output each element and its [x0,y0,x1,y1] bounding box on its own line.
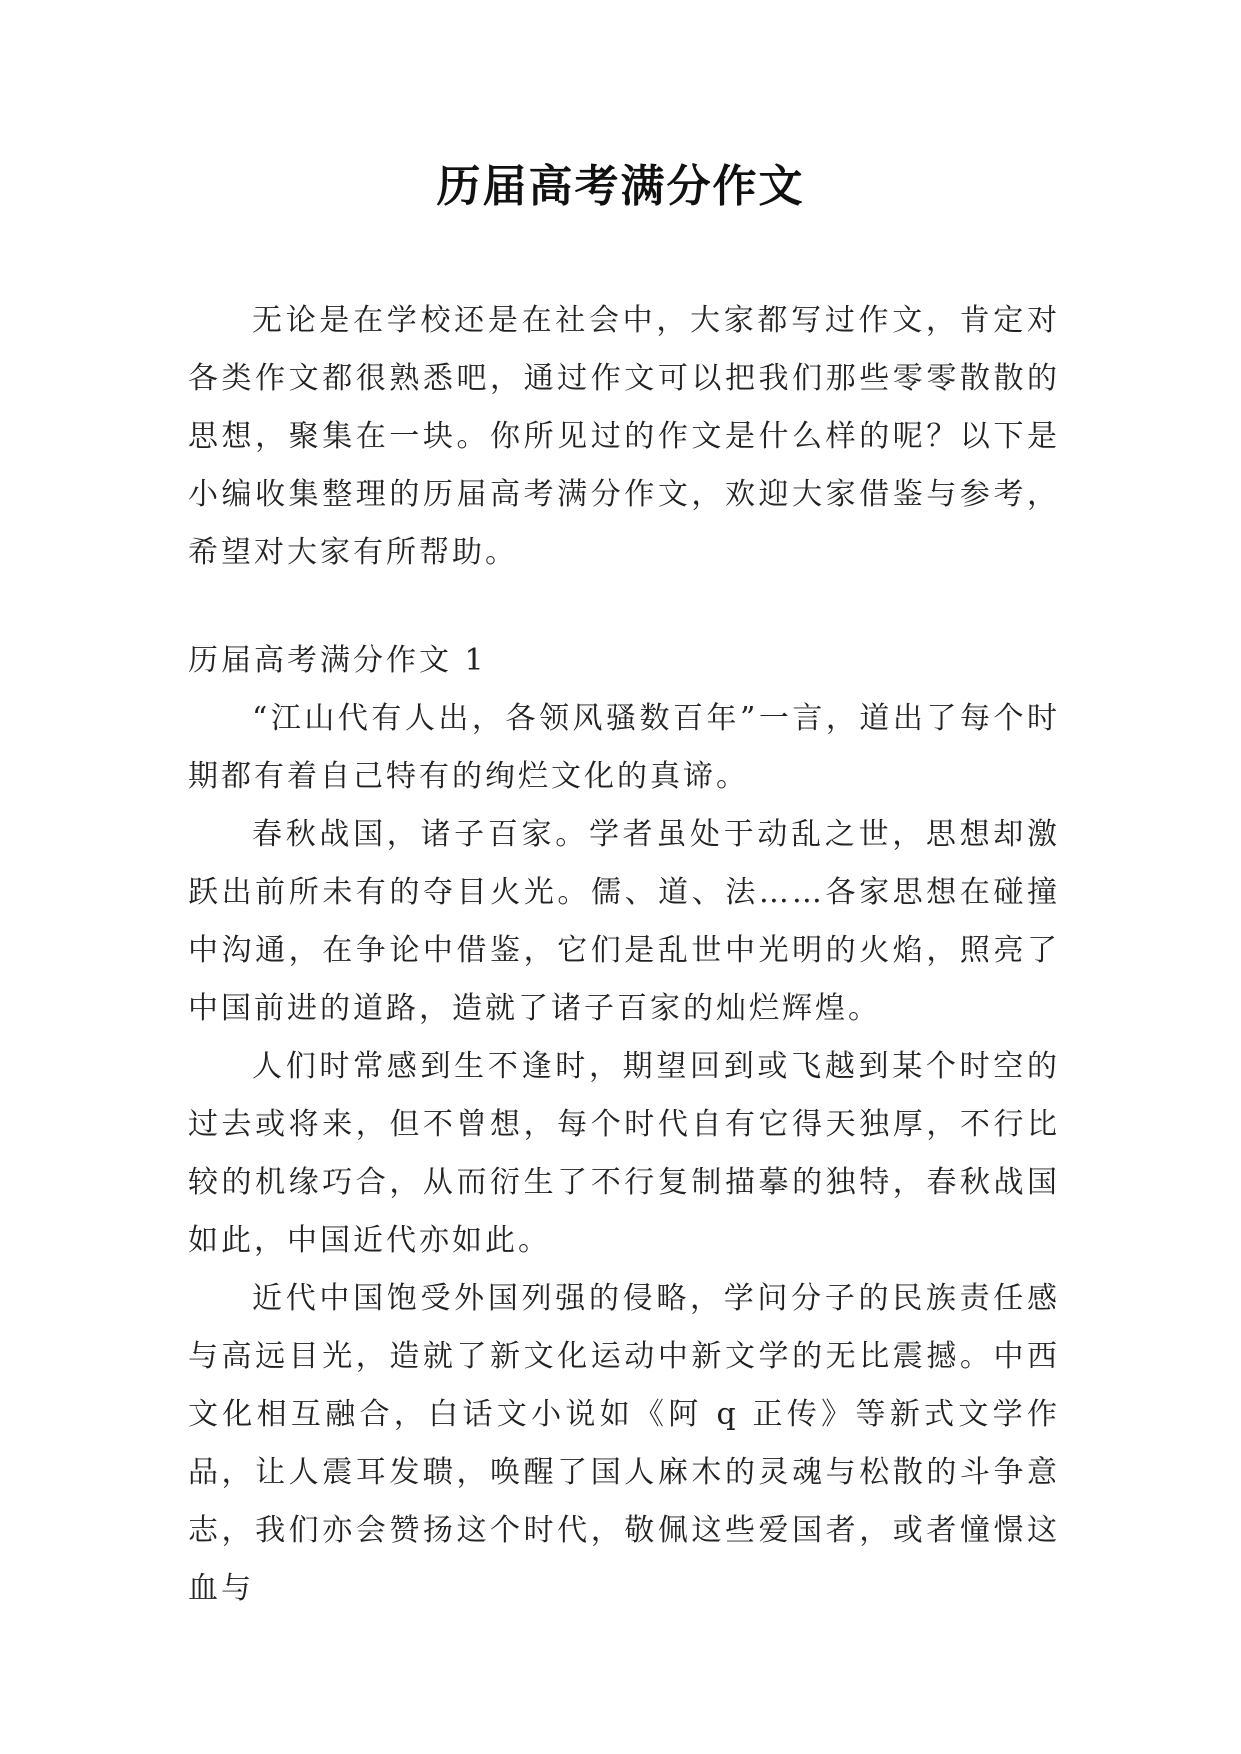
body-paragraph-2: 春秋战国，诸子百家。学者虽处于动乱之世，思想却激跃出前所未有的夺目火光。儒、道、法……各家思想在碰撞中沟通，在争论中借鉴，它们是乱世中光明的火焰，照亮了中国前进的道路，造就了诸子百家的灿烂辉煌。 [188,817,1060,1026]
section-heading: 历届高考满分作文 1 [188,643,487,678]
document-title: 历届高考满分作文 [436,161,805,212]
body-paragraph-3: 人们时常感到生不逢时，期望回到或飞越到某个时空的过去或将来，但不曾想，每个时代自有它得天独厚，不行比较的机缘巧合，从而衍生了不行复制描摹的独特，春秋战国如此，中国近代亦如此。 [188,1049,1060,1258]
body-paragraph-1: “江山代有人出，各领风骚数百年”一言，道出了每个时期都有着自己特有的绚烂文化的真谛。 [188,701,1060,794]
document-body [188,292,1060,1618]
intro-paragraph: 无论是在学校还是在社会中，大家都写过作文，肯定对各类作文都很熟悉吧，通过作文可以把我们那些零零散散的思想，聚集在一块。你所见过的作文是什么样的呢？以下是小编收集整理的历届高考满分作文，欢迎大家借鉴与参考，希望对大家有所帮助。 [188,303,1060,570]
body-paragraph-4: 近代中国饱受外国列强的侵略，学问分子的民族责任感与高远目光，造就了新文化运动中新文学的无比震撼。中西文化相互融合，白话文小说如《阿 q 正传》等新式文学作品，让人震耳发聩，唤醒了国人麻木的灵魂与松散的斗争意志，我们亦会赞扬这个时代，敬佩这些爱国者，或者憧憬这血与 [188,1281,1060,1606]
